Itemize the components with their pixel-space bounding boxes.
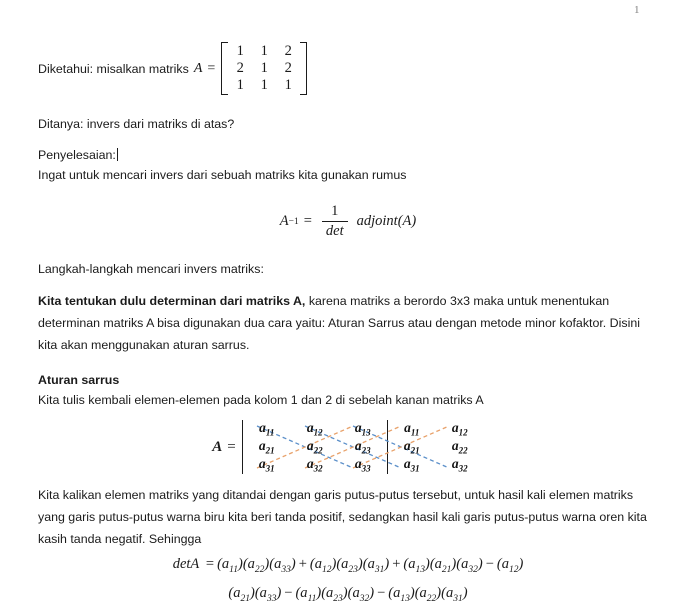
matrix-a-values bbox=[221, 42, 307, 95]
det-factor: $(a_{13})$ bbox=[403, 556, 430, 575]
sarrus-row bbox=[243, 420, 387, 438]
det-operator: − bbox=[485, 556, 494, 572]
det-operator: = bbox=[205, 556, 215, 572]
bracket-left bbox=[221, 42, 228, 95]
text-cursor bbox=[117, 148, 118, 161]
determinant-formula-line-2 bbox=[38, 585, 658, 604]
matrix-cell: 2 bbox=[284, 60, 292, 76]
det-factor: $(a_{31})$ bbox=[362, 556, 390, 575]
determinant-formula-line-1 bbox=[38, 556, 658, 575]
sarrus-ext-row bbox=[388, 420, 484, 438]
matrix-cell: 1 bbox=[284, 77, 292, 93]
sarrus-extended-columns bbox=[388, 420, 484, 474]
solution-label-line bbox=[38, 145, 658, 165]
sarrus-cell-a23: $a_{23}$ bbox=[354, 438, 371, 456]
inverse-lhs-base: A bbox=[279, 213, 289, 229]
matrix-rows bbox=[228, 42, 300, 95]
inverse-lhs-exponent: −1 bbox=[288, 216, 299, 227]
solution-intro-line: Ingat untuk mencari invers dari sebuah matriks kita gunakan rumus bbox=[38, 168, 407, 182]
sarrus-main-matrix bbox=[243, 420, 388, 474]
sarrus-expression bbox=[212, 420, 483, 474]
inverse-equals: = bbox=[303, 213, 312, 229]
inverse-formula bbox=[38, 203, 658, 240]
fraction-denominator: det bbox=[322, 221, 348, 240]
one-over-det-fraction bbox=[322, 203, 348, 240]
determinant-explanation-paragraph bbox=[38, 290, 658, 356]
matrix-cell: 2 bbox=[236, 60, 244, 76]
det-factor: $(a_{12})$ bbox=[309, 556, 337, 575]
det-factor: $(a_{22})$ bbox=[242, 556, 270, 575]
bracket-right bbox=[300, 42, 307, 95]
det-factor: $(a_{33})$ bbox=[254, 584, 282, 604]
inverse-formula-expression bbox=[280, 203, 416, 240]
sarrus-ext-row bbox=[388, 456, 484, 474]
sarrus-ext-row bbox=[388, 438, 484, 456]
sarrus-cell-a21: $a_{21}$ bbox=[258, 438, 275, 456]
given-matrix-line bbox=[38, 42, 658, 95]
sarrus-cell-a11: $a_{11}$ bbox=[259, 420, 275, 438]
det-factor: $(a_{12})$ bbox=[496, 556, 524, 575]
sarrus-cell-a13: $a_{13}$ bbox=[354, 420, 371, 438]
question-line: Ditanya: invers dari matriks di atas? bbox=[38, 117, 235, 131]
det-factor: $(a_{22})$ bbox=[414, 584, 442, 604]
sarrus-cell-a32: $a_{32}$ bbox=[306, 456, 323, 474]
matrix-cell: 1 bbox=[260, 43, 268, 59]
document-body bbox=[38, 42, 658, 604]
matrix-cell: 2 bbox=[284, 43, 292, 59]
det-factor: $(a_{23})$ bbox=[336, 556, 363, 575]
sarrus-cell-a22: $a_{22}$ bbox=[306, 438, 323, 456]
det-factor: $(a_{32})$ bbox=[347, 584, 375, 604]
det-factor: $(a_{11})$ bbox=[295, 584, 322, 604]
det-factor: $(a_{31})$ bbox=[441, 584, 468, 604]
adjoint-term: adjoint(A) bbox=[356, 213, 417, 229]
sarrus-ext-cell-a22: $a_{22}$ bbox=[451, 438, 468, 456]
sarrus-row bbox=[243, 438, 387, 456]
sarrus-equals: = bbox=[227, 438, 236, 455]
determinant-explanation-bold: Kita tentukan dulu determinan dari matriks A, bbox=[38, 294, 306, 308]
det-factor: $(a_{21})$ bbox=[228, 584, 255, 604]
matrix-row bbox=[228, 43, 300, 60]
sarrus-ext-cell-a32: $a_{32}$ bbox=[451, 456, 468, 474]
det-factor: $(a_{21})$ bbox=[429, 556, 457, 575]
matrix-symbol-a: A bbox=[193, 60, 203, 76]
det-label: detA bbox=[172, 556, 200, 572]
solution-label: Penyelesaian: bbox=[38, 148, 116, 162]
fraction-numerator: 1 bbox=[331, 203, 339, 219]
sarrus-cell-a12: $a_{12}$ bbox=[306, 420, 323, 438]
det-operator: − bbox=[377, 584, 386, 601]
matrix-cell: 1 bbox=[260, 60, 268, 76]
det-factor: $(a_{11})$ bbox=[217, 556, 243, 575]
sarrus-cell-a33: $a_{33}$ bbox=[354, 456, 371, 474]
sarrus-grid bbox=[242, 420, 484, 474]
sarrus-heading: Aturan sarrus bbox=[38, 373, 120, 387]
matrix-cell: 1 bbox=[236, 43, 244, 59]
det-operator: + bbox=[298, 556, 307, 572]
sarrus-ext-cell-a31: $a_{31}$ bbox=[403, 456, 420, 474]
matrix-cell: 1 bbox=[236, 77, 244, 93]
sarrus-ext-cell-a21: $a_{21}$ bbox=[403, 438, 420, 456]
sarrus-row bbox=[243, 456, 387, 474]
given-label: Diketahui: misalkan matriks bbox=[38, 61, 189, 76]
matrix-cell: 1 bbox=[260, 77, 268, 93]
det-factor: $(a_{13})$ bbox=[388, 584, 415, 604]
det-factor: $(a_{33})$ bbox=[269, 556, 296, 575]
det-factor: $(a_{23})$ bbox=[321, 584, 348, 604]
sarrus-ext-cell-a12: $a_{12}$ bbox=[451, 420, 468, 438]
equals-sign: = bbox=[207, 60, 216, 76]
sarrus-explanation: Kita kalikan elemen matriks yang ditandai dengan garis putus-putus tersebut, untuk hasil kali elemen matriks yang garis putus-putus warna biru kita beri tanda positif, sedangkan hasil kali garis putus-putus warna oren kita kasih tanda negatif. Sehingga bbox=[38, 488, 647, 546]
sarrus-cell-a31: $a_{31}$ bbox=[258, 456, 275, 474]
page-number: 1 bbox=[634, 4, 640, 16]
steps-heading: Langkah-langkah mencari invers matriks: bbox=[38, 262, 264, 276]
sarrus-ext-cell-a11: $a_{11}$ bbox=[404, 420, 420, 438]
determinant-explanation-rest: karena matriks a berordo 3x3 maka untuk menentukan determinan matriks A bisa digunakan dua cara yaitu: Aturan Sarrus atau dengan metode minor kofaktor. Disini kita akan menggunakan aturan sarrus. bbox=[38, 294, 640, 352]
sarrus-description: Kita tulis kembali elemen-elemen pada kolom 1 dan 2 di sebelah kanan matriks A bbox=[38, 393, 484, 407]
sarrus-diagram bbox=[38, 416, 658, 478]
sarrus-matrix-label: A bbox=[212, 438, 223, 455]
det-factor: $(a_{32})$ bbox=[456, 556, 483, 575]
matrix-row bbox=[228, 77, 300, 94]
matrix-row bbox=[228, 60, 300, 77]
det-operator: + bbox=[392, 556, 401, 572]
det-operator: − bbox=[284, 584, 293, 601]
